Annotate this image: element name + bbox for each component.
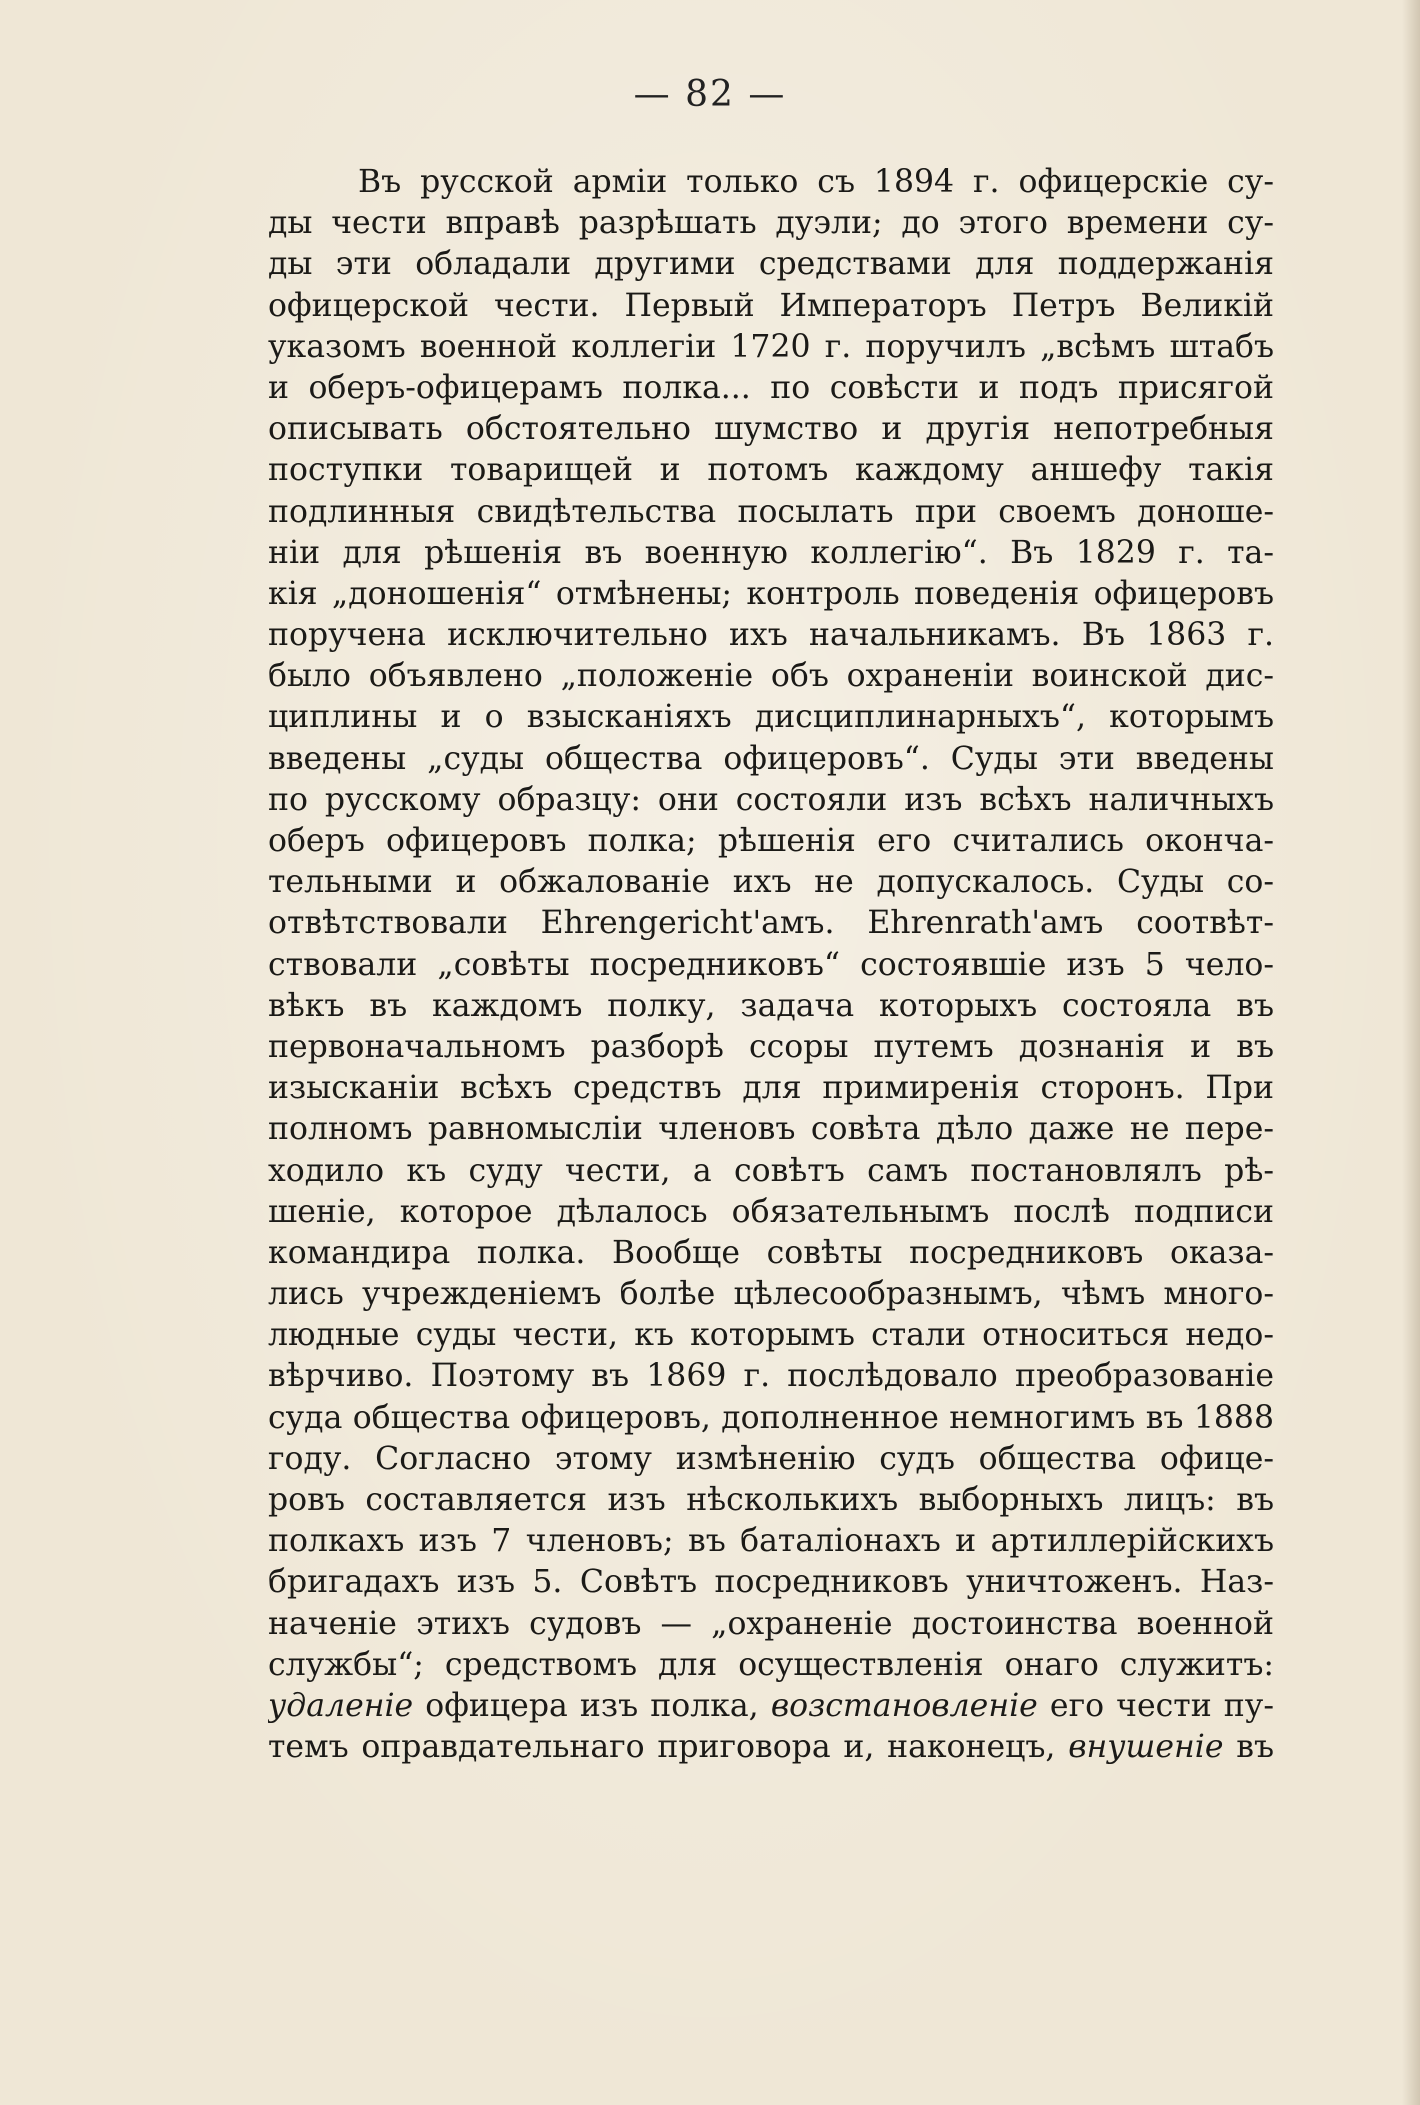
text-segment: его чести пу-	[1037, 1687, 1274, 1724]
text-line: полкахъ изъ 7 членовъ; въ баталіонахъ и артиллерійскихъ	[268, 1523, 1274, 1560]
text-line: людные суды чести, къ которымъ стали относиться недо-	[268, 1317, 1274, 1354]
text-line: отвѣтствовали Ehrengericht'амъ. Ehrenrath'амъ соотвѣт-	[268, 905, 1274, 942]
emphasized-term: удаленіе	[268, 1687, 414, 1724]
text-line: описывать обстоятельно шумство и другія непотребныя	[268, 411, 1274, 448]
text-line: шеніе, которое дѣлалось обязательнымъ послѣ подписи	[268, 1193, 1274, 1230]
text-line: службы“; средствомъ для осуществленія онаго служитъ:	[268, 1646, 1274, 1683]
text-line: ды чести вправѣ разрѣшать дуэли; до этого времени су-	[268, 205, 1274, 242]
text-line: введены „суды общества офицеровъ“. Суды эти введены	[268, 740, 1274, 777]
text-line: вѣкъ въ каждомъ полку, задача которыхъ состояла въ	[268, 987, 1274, 1024]
text-line: ходило къ суду чести, а совѣтъ самъ постановлялъ рѣ-	[268, 1152, 1274, 1189]
text-line: лись учрежденіемъ болѣе цѣлесообразнымъ, чѣмъ много-	[268, 1276, 1274, 1313]
text-line: Въ русской арміи только съ 1894 г. офицерскіе су-	[358, 164, 1274, 200]
body-text	[268, 162, 1274, 1768]
text-line: оберъ офицеровъ полка; рѣшенія его считались оконча-	[268, 823, 1274, 859]
text-line: ствовали „совѣты посредниковъ“ состоявшіе изъ 5 чело-	[268, 946, 1274, 983]
page-edge-shadow	[1402, 0, 1420, 2105]
text-line: кія „доношенія“ отмѣнены; контроль поведенія офицеровъ	[268, 575, 1274, 612]
text-line: полномъ равномысліи членовъ совѣта дѣло даже не пере-	[268, 1111, 1274, 1148]
text-line: году. Согласно этому измѣненію судъ общества офице-	[268, 1440, 1274, 1477]
text-line: было объявлено „положеніе объ охраненіи воинской дис-	[268, 658, 1274, 695]
text-line: первоначальномъ разборѣ ссоры путемъ дознанія и въ	[268, 1028, 1274, 1065]
text-line: и оберъ-офицерамъ полка... по совѣсти и подъ присягой	[268, 369, 1274, 406]
page-number: — 82 —	[633, 74, 787, 115]
text-line	[268, 1686, 1274, 1727]
text-line: офицерской чести. Первый Императоръ Петръ Великій	[268, 287, 1274, 324]
emphasized-term: возстановленіе	[770, 1687, 1038, 1724]
text-line: бригадахъ изъ 5. Совѣтъ посредниковъ уничтоженъ. Наз-	[268, 1564, 1274, 1601]
text-line: указомъ военной коллегіи 1720 г. поручилъ „всѣмъ штабъ	[268, 328, 1274, 365]
text-line: вѣрчиво. Поэтому въ 1869 г. послѣдовало преобразованіе	[268, 1358, 1274, 1395]
text-segment: темъ оправдательнаго приговора и, наконецъ,	[268, 1729, 1069, 1766]
text-line: изысканіи всѣхъ средствъ для примиренія сторонъ. При	[268, 1070, 1274, 1107]
text-line: командира полка. Вообще совѣты посредниковъ оказа-	[268, 1234, 1274, 1271]
text-line: поручена исключительно ихъ начальникамъ. Въ 1863 г.	[268, 617, 1274, 654]
text-segment: въ	[1223, 1729, 1274, 1766]
text-line	[268, 1727, 1274, 1768]
text-line: подлинныя свидѣтельства посылать при своемъ доноше-	[268, 493, 1274, 530]
text-line: наченіе этихъ судовъ — „охраненіе достоинства военной	[268, 1605, 1274, 1642]
text-line: ніи для рѣшенія въ военную коллегію“. Въ 1829 г. та-	[268, 534, 1274, 571]
text-line: циплины и о взысканіяхъ дисциплинарныхъ“, которымъ	[268, 699, 1274, 736]
text-line: поступки товарищей и потомъ каждому аншефу такія	[268, 452, 1274, 489]
text-line: тельными и обжалованіе ихъ не допускалось. Суды со-	[268, 864, 1274, 901]
emphasized-term: внушеніе	[1068, 1729, 1224, 1766]
text-segment: офицера изъ полка,	[413, 1687, 771, 1724]
text-line: ровъ составляется изъ нѣсколькихъ выборныхъ лицъ: въ	[268, 1482, 1274, 1518]
text-line: суда общества офицеровъ, дополненное немногимъ въ 1888	[268, 1399, 1274, 1436]
text-line: ды эти обладали другими средствами для поддержанія	[268, 246, 1274, 283]
text-line: по русскому образцу: они состояли изъ всѣхъ наличныхъ	[268, 781, 1274, 818]
